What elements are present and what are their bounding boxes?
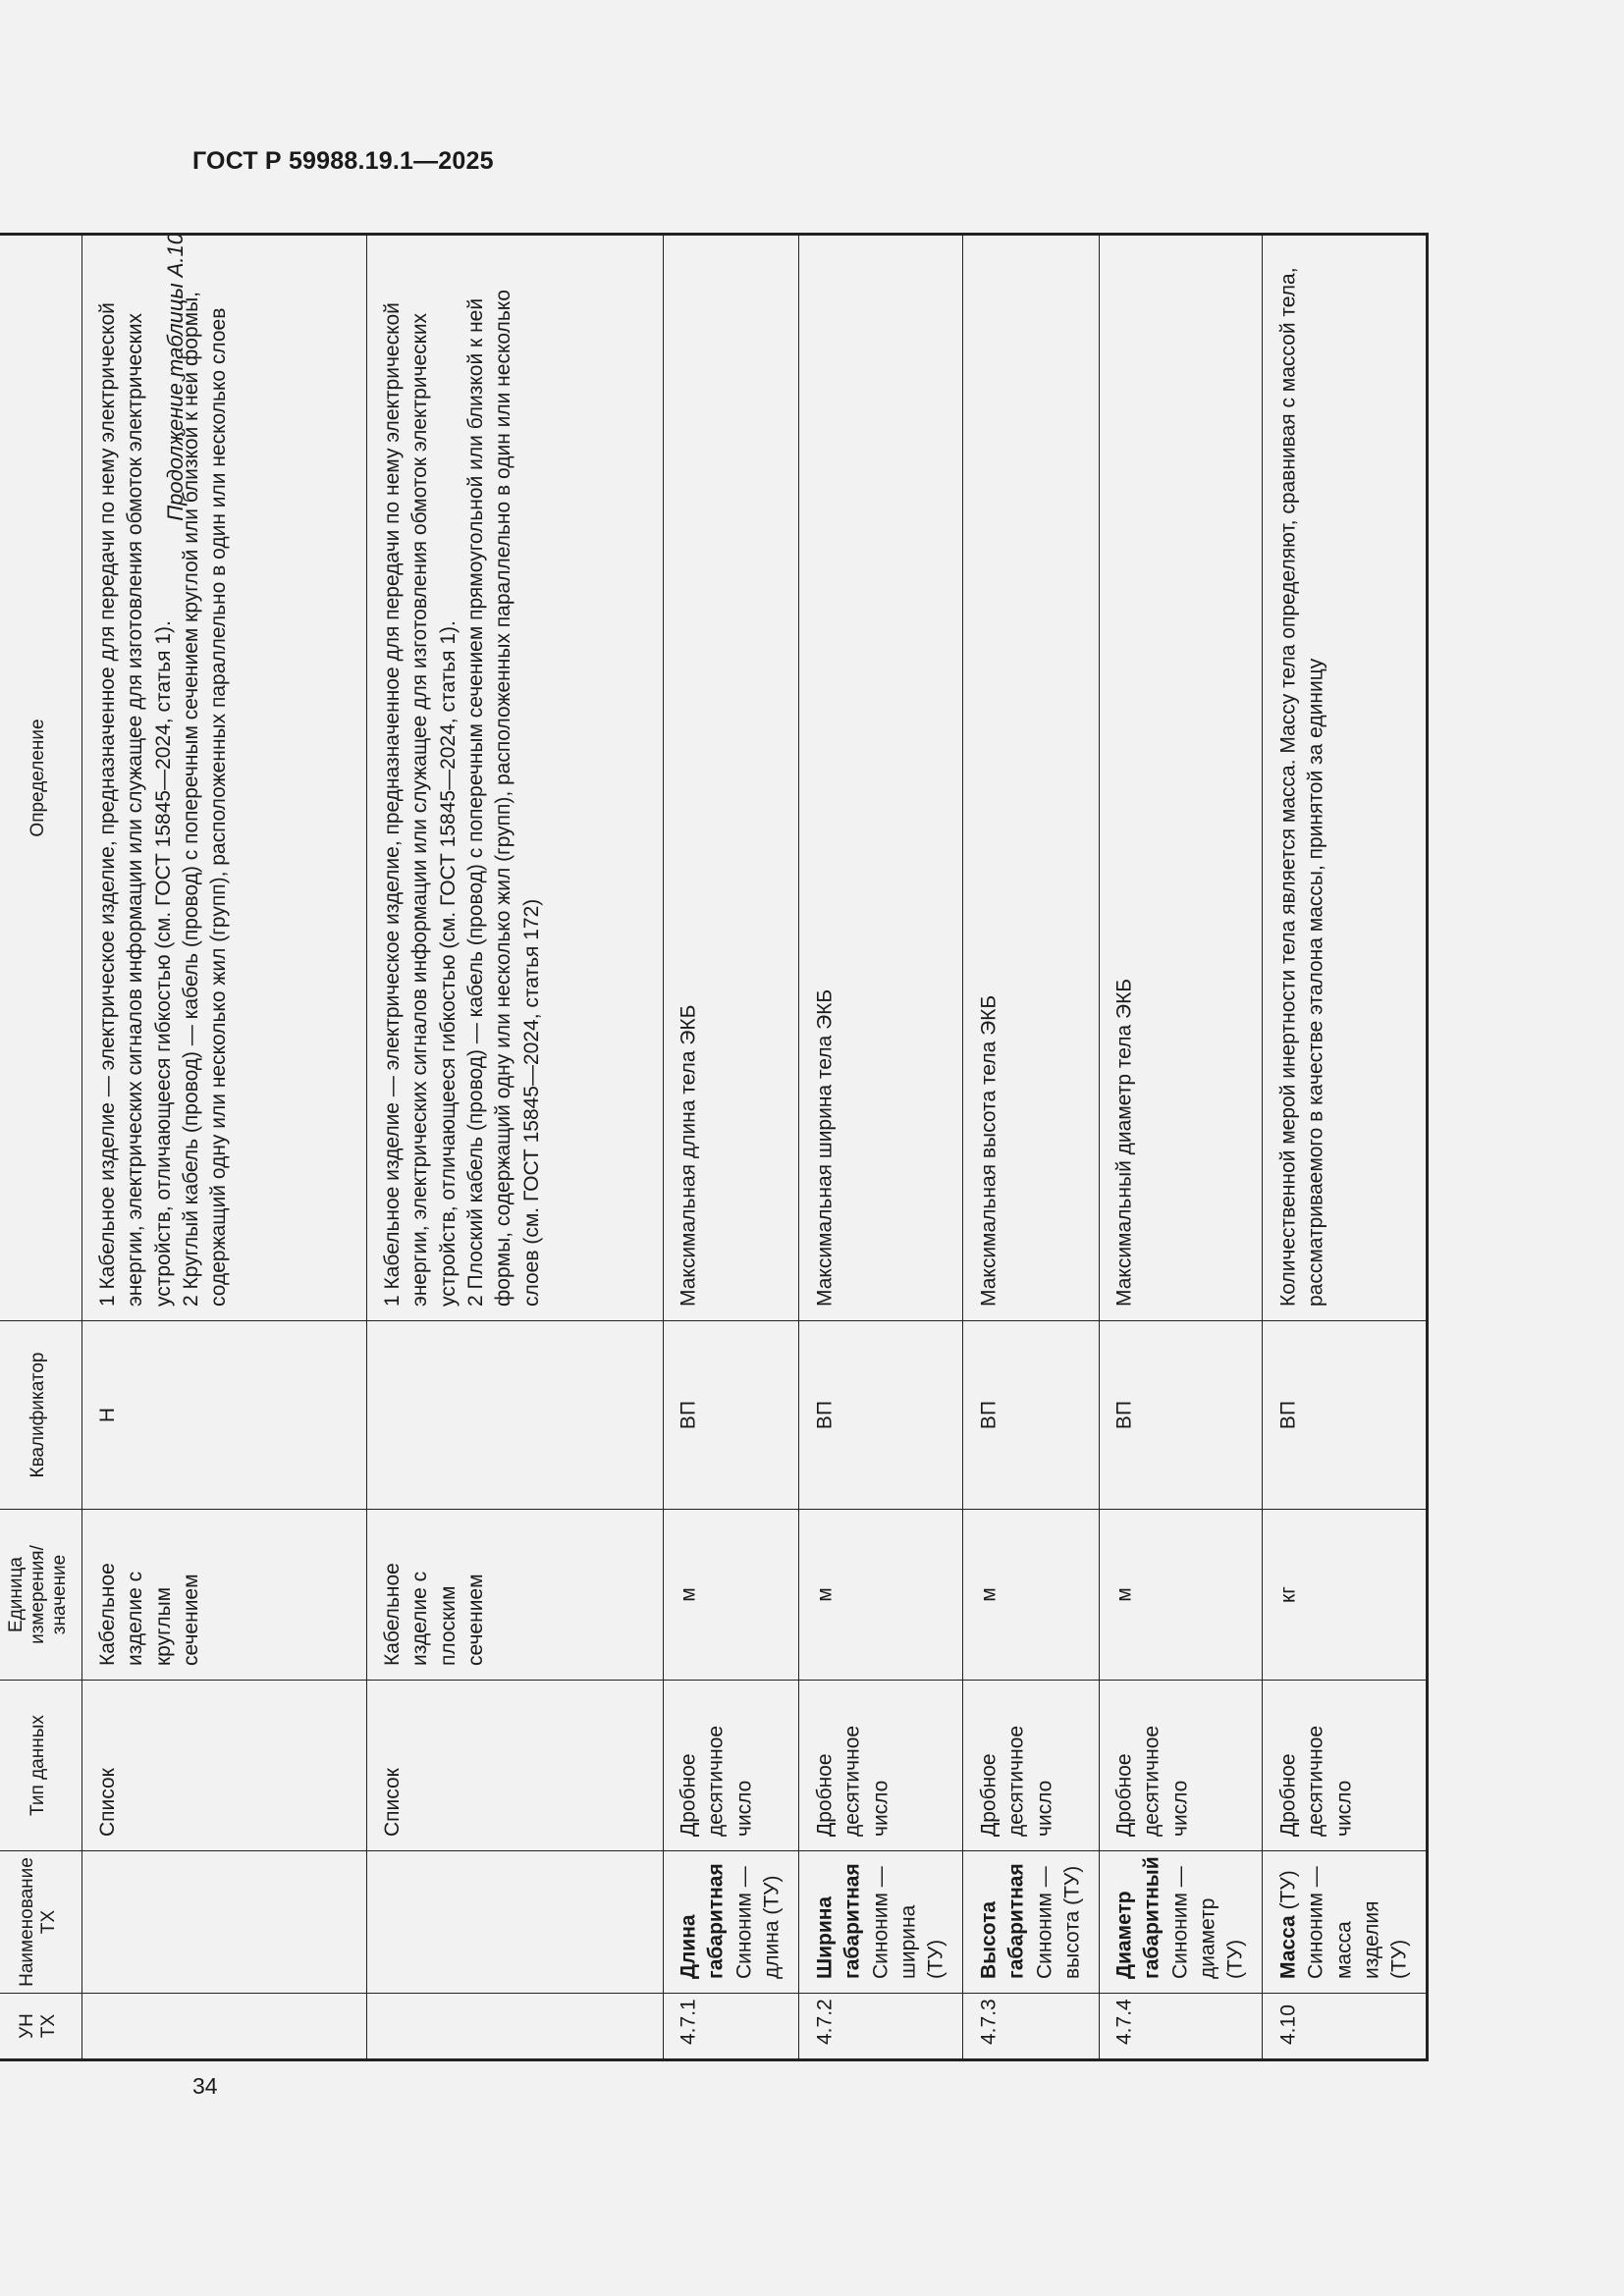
cell-content: ВП	[813, 1400, 837, 1430]
cell-content	[664, 1851, 798, 1993]
table-cell-definition	[1263, 235, 1428, 1321]
cell-content: ВП	[677, 1400, 701, 1430]
column-header	[0, 1321, 82, 1510]
param-name: Длина габаритная	[677, 1863, 729, 1979]
cell-content: Дробное десятичное число	[977, 1725, 1056, 1837]
column-header	[0, 1681, 82, 1851]
cell-content: Список	[381, 1768, 405, 1837]
cell-content: м	[677, 1587, 701, 1602]
cell-content	[1263, 1851, 1426, 1993]
cell-content: 4.7.4	[1112, 1999, 1136, 2045]
table-cell-unit	[1263, 1510, 1428, 1681]
definition-paragraph: Максимальная длина тела ЭКБ	[677, 1004, 701, 1307]
table-cell-type	[82, 1681, 367, 1851]
cell-content: 4.7.1	[677, 1999, 701, 2045]
table-cell-type	[799, 1681, 963, 1851]
table-cell-name	[963, 1851, 1099, 1994]
cell-content: кг	[1276, 1586, 1300, 1603]
table-cell-type	[1263, 1681, 1428, 1851]
param-synonym: Синоним — ширина (ТУ)	[869, 1866, 947, 1979]
definition-paragraph: 2 Круглый кабель (провод) — кабель (провод) с поперечным сечением круглой или близкой к ней формы, содержащий одну или несколько жил (групп), расположенных параллельно в один или несколько слоев	[180, 291, 231, 1307]
cell-content: 4.10	[1276, 2004, 1300, 2045]
param-name-suffix: (ТУ)	[1276, 1870, 1300, 1916]
definition-paragraph: Максимальная высота тела ЭКБ	[977, 994, 1001, 1307]
definition-paragraph: Максимальный диаметр тела ЭКБ	[1112, 978, 1136, 1307]
table-cell-id	[82, 1994, 367, 2060]
cell-content: ВП	[1276, 1400, 1300, 1430]
column-header	[0, 1851, 82, 1994]
table-cell-id	[664, 1994, 799, 2060]
table-cell-unit	[963, 1510, 1099, 1681]
column-header	[0, 1994, 82, 2060]
table-cell-definition	[799, 235, 963, 1321]
table-cell-qualifier	[1263, 1321, 1428, 1510]
cell-content	[1263, 236, 1426, 1320]
table-cell-unit	[799, 1510, 963, 1681]
table-cell-id	[1099, 1994, 1263, 2060]
table-cell-unit	[1099, 1510, 1263, 1681]
cell-content: 4.7.2	[813, 1999, 837, 2045]
cell-content: Н	[96, 1407, 120, 1423]
table-row	[963, 235, 1099, 2060]
param-synonym: Синоним — высота (ТУ)	[1032, 1865, 1084, 1979]
cell-content	[367, 1321, 663, 1509]
table-row	[1099, 235, 1263, 2060]
param-name: Диаметр габаритный	[1112, 1856, 1164, 1979]
table-header-row	[0, 235, 82, 2060]
table-cell-definition	[963, 235, 1099, 1321]
document-header: ГОСТ Р 59988.19.1—2025	[192, 147, 494, 175]
table-cell-id	[799, 1994, 963, 2060]
column-header-text: Тип данных	[27, 1715, 49, 1816]
cell-content	[963, 1851, 1098, 1993]
table-row	[367, 235, 664, 2060]
cell-content	[1100, 1851, 1263, 1993]
table-cell-qualifier	[799, 1321, 963, 1510]
table-cell-definition	[367, 235, 664, 1321]
table-cell-id	[963, 1994, 1099, 2060]
cell-content	[664, 236, 798, 1320]
param-synonym: Синоним — масса изделия (ТУ)	[1304, 1866, 1411, 1979]
cell-content	[82, 1851, 366, 1993]
definition-paragraph: Максимальная ширина тела ЭКБ	[813, 988, 837, 1307]
table-cell-name	[1099, 1851, 1263, 1994]
table-cell-qualifier	[82, 1321, 367, 1510]
cell-content	[1100, 236, 1263, 1320]
definition-paragraph: 2 Плоский кабель (провод) — кабель (провод) с поперечным сечением прямоугольной или близкой к ней формы, содержащий одну или несколько жил (групп), расположенных параллельно в один или несколько слоев (см. ГОСТ 15845—2024, статья 172)	[464, 290, 543, 1307]
table-cell-unit	[82, 1510, 367, 1681]
data-table	[0, 233, 1429, 2061]
cell-content	[367, 1994, 663, 2058]
column-header	[0, 1510, 82, 1681]
page-number: 34	[192, 2073, 218, 2099]
cell-content	[799, 1851, 962, 1993]
table-row	[1263, 235, 1428, 2060]
table-cell-id	[1263, 1994, 1428, 2060]
table-cell-definition	[664, 235, 799, 1321]
cell-content: м	[977, 1587, 1001, 1602]
table-cell-type	[1099, 1681, 1263, 1851]
table-cell-name	[664, 1851, 799, 1994]
table-cell-qualifier	[664, 1321, 799, 1510]
cell-content	[367, 1851, 663, 1993]
cell-content	[367, 236, 663, 1320]
column-header-text: Определение	[27, 719, 49, 837]
table-row	[664, 235, 799, 2060]
cell-content	[799, 236, 962, 1320]
definition-paragraph: 1 Кабельное изделие — электрическое изделие, предназначенное для передачи по нему электрической энергии, электрических сигналов информации или служащее для изготовления обмоток электрических устройств, отличающееся гибкостью (см. ГОСТ 15845—2024, статья 1).	[381, 302, 460, 1307]
column-header-text: Квалификатор	[27, 1352, 49, 1478]
table-cell-definition	[1099, 235, 1263, 1321]
param-name: Высота габаритная	[977, 1863, 1028, 1979]
table-cell-definition	[82, 235, 367, 1321]
column-header-text: УН ТХ	[17, 2013, 60, 2039]
table-cell-name	[799, 1851, 963, 1994]
table-cell-name	[82, 1851, 367, 1994]
table-cell-qualifier	[963, 1321, 1099, 1510]
cell-content: 4.7.3	[977, 1999, 1001, 2045]
table-cell-id	[367, 1994, 664, 2060]
definition-paragraph: Количественной мерой инертности тела является масса. Массу тела определяют, сравнивая с массой тела, рассматриваемого в качестве эталона массы, принятой за единицу	[1276, 267, 1327, 1307]
table-row	[82, 235, 367, 2060]
table-cell-qualifier	[367, 1321, 664, 1510]
cell-content: Дробное десятичное число	[1112, 1725, 1192, 1837]
param-synonym: Синоним — диаметр (ТУ)	[1168, 1866, 1247, 1979]
table-row	[799, 235, 963, 2060]
param-name: Ширина габаритная	[813, 1863, 864, 1979]
cell-content: Дробное десятичное число	[1276, 1725, 1355, 1837]
table-cell-unit	[664, 1510, 799, 1681]
cell-content	[82, 236, 366, 1320]
param-name: Масса	[1276, 1915, 1300, 1979]
cell-content: ВП	[1112, 1400, 1136, 1430]
table-cell-type	[664, 1681, 799, 1851]
table-cell-name	[367, 1851, 664, 1994]
param-synonym: Синоним — длина (ТУ)	[732, 1866, 785, 1979]
definition-paragraph: 1 Кабельное изделие — электрическое изделие, предназначенное для передачи по нему электрической энергии, электрических сигналов информации или служащее для изготовления обмоток электрических устройств, отличающееся гибкостью (см. ГОСТ 15845—2024, статья 1).	[96, 302, 175, 1307]
cell-content: Дробное десятичное число	[813, 1725, 893, 1837]
cell-content: ВП	[977, 1400, 1001, 1430]
table-cell-unit	[367, 1510, 664, 1681]
table-cell-qualifier	[1099, 1321, 1263, 1510]
cell-content	[82, 1994, 366, 2058]
cell-content: м	[813, 1587, 837, 1602]
cell-content: Список	[96, 1768, 120, 1837]
cell-content	[963, 236, 1098, 1320]
column-header-text: Наименование ТХ	[17, 1857, 60, 1987]
column-header-text: Единица измерения/значение	[6, 1545, 71, 1644]
column-header	[0, 235, 82, 1321]
table-cell-name	[1263, 1851, 1428, 1994]
table-cell-type	[963, 1681, 1099, 1851]
cell-content: м	[1112, 1587, 1136, 1602]
cell-content: Кабельное изделие с круглым сечением	[96, 1563, 203, 1666]
table-body	[0, 235, 1428, 2060]
table-cell-type	[367, 1681, 664, 1851]
cell-content: Кабельное изделие с плоским сечением	[381, 1563, 488, 1666]
rotated-table-block	[6, 233, 1429, 2058]
continuation-caption: Продолжение таблицы А.10	[163, 233, 188, 521]
cell-content: Дробное десятичное число	[677, 1725, 756, 1837]
